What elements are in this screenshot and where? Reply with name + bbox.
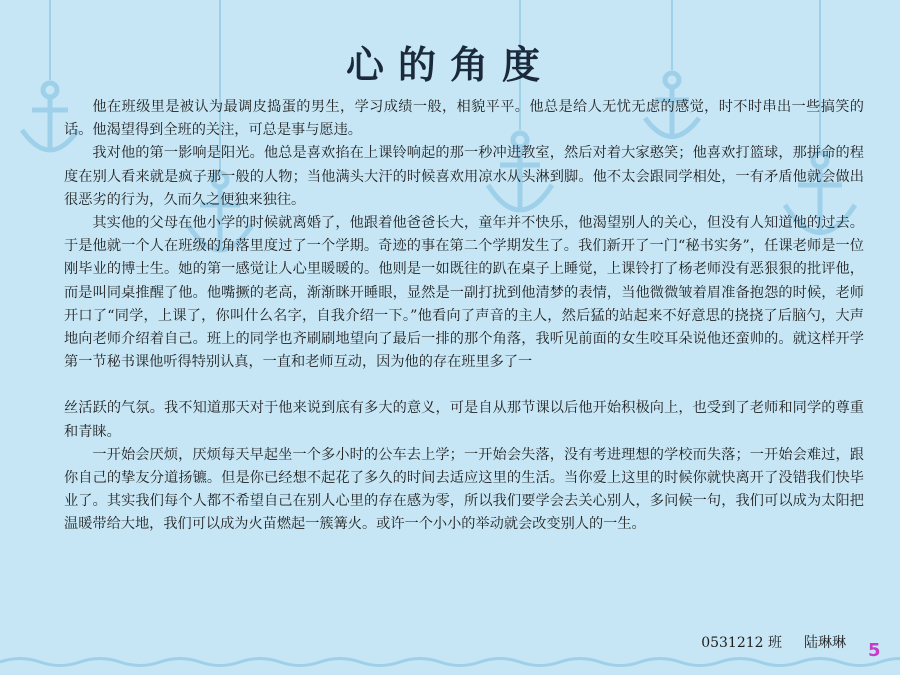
page-number: 5	[868, 640, 881, 661]
paragraph: 丝活跃的气氛。我不知道那天对于他来说到底有多大的意义，可是自从那节课以后他开始积极向上，也受到了老师和同学的尊重和青睐。	[64, 400, 864, 440]
page-title: 心的角度	[345, 42, 554, 87]
author-name: 陆琳琳	[804, 635, 846, 651]
author-class: 0531212 班	[701, 635, 782, 651]
paragraph: 一开始会厌烦，厌烦每天早起坐一个多小时的公车去上学；一开始会失落，没有考进理想的学校而失落；一开始会难过，跟你自己的挚友分道扬镳。但是你已经想不起花了多久的时间去适应这里的生活。当你爱上这里的时候你就快离开了没错我们快毕业了。其实我们每个人都不希望自己在别人心里的存在感为零，所以我们要学会去关心别人，多问候一句，我们可以成为太阳把温暖带给大地，我们可以成为火苗燃起一簇篝火。或许一个小小的举动就会改变别人的一生。	[64, 446, 864, 533]
author-signature	[701, 632, 846, 652]
paragraph: 他在班级里是被认为最调皮捣蛋的男生，学习成绩一般，相貌平平。他总是给人无忧无虑的感觉，时不时串出一些搞笑的话。他渴望得到全班的关注，可总是事与愿违。	[64, 99, 864, 139]
paragraph: 其实他的父母在他小学的时候就离婚了，他跟着他爸爸长大，童年并不快乐，他渴望别人的关心，但没有人知道他的过去。于是他就一个人在班级的角落里度过了一个学期。奇迹的事在第二个学期发生了。我们新开了一门“秘书实务”，任课老师是一位刚毕业的博士生。她的第一感觉让人心里暖暖的。他则是一如既往的趴在桌子上睡觉，上课铃打了杨老师没有恶狠狠的批评他，而是叫同桌推醒了他。他嘴撅的老高，渐渐眯开睡眼，显然是一副打扰到他清梦的表情，当他微微皱着眉准备抱怨的时候，老师开口了“同学，上课了，你叫什么名字，自我介绍一下。”他看向了声音的主人，然后猛的站起来不好意思的挠挠了后脑勺，大声地向老师介绍着自己。班上的同学也齐刷刷地望向了最后一排的那个角落，我听见前面的女生咬耳朵说他还蛮帅的。就这样开学第一节秘书课他听得特别认真，一直和老师互动，因为他的存在班里多了一	[64, 215, 864, 371]
article-body	[64, 96, 864, 537]
paragraph-gap	[64, 374, 864, 397]
paragraph: 我对他的第一影响是阳光。他总是喜欢掐在上课铃响起的那一秒冲进教室，然后对着大家憨笑；他喜欢打篮球，那拼命的程度在别人看来就是疯子那一般的人物；当他满头大汗的时候喜欢用凉水从头淋到脚。他不太会跟同学相处，一有矛盾他就会做出很恶劣的行为，久而久之便独来独往。	[64, 145, 864, 208]
